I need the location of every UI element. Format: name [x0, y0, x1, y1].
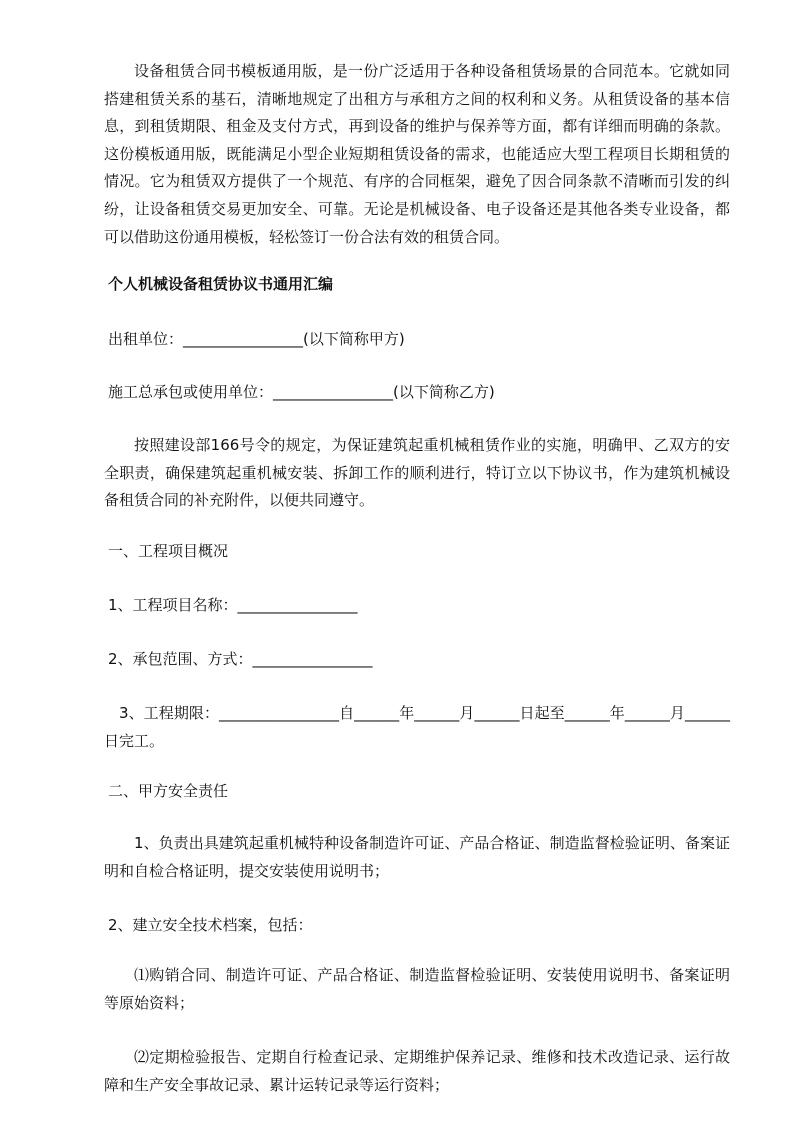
certificate-item: 1、负责出具建筑起重机械特种设备制造许可证、产品合格证、制造监督检验证明、备案证明和自检合格证明，提交安装使用说明书；	[104, 834, 730, 880]
intro-paragraph: 设备租赁合同书模板通用版，是一份广泛适用于各种设备租赁场景的合同范本。它就如同搭建租赁关系的基石，清晰地规定了出租方与承租方之间的权利和义务。从租赁设备的基本信息，到租赁期限、租金及支付方式，再到设备的维护与保养等方面，都有详细而明确的条款。这份模板通用版，既能满足小型企业短期租赁设备的需求，也能适应大型工程项目长期租赁的情况。它为租赁双方提供了一个规范、有序的合同框架，避免了因合同条款不清晰而引发的纠纷，让设备租赁交易更加安全、可靠。无论是机械设备、电子设备还是其他各类专业设备，都可以借助这份通用模板，轻松签订一份合法有效的租赁合同。	[104, 62, 730, 246]
section2-heading: 二、甲方安全责任	[108, 782, 229, 800]
user-line: 施工总承包或使用单位：________________(以下简称乙方)	[108, 383, 495, 401]
project-period-item: 3、工程期限：________________自______年______月______日起至______年______月______日完工。	[104, 704, 730, 750]
archive-item: 2、建立安全技术档案，包括：	[108, 916, 313, 934]
archive-subitem-1: ⑴购销合同、制造许可证、产品合格证、制造监督检验证明、安装使用说明书、备案证明等原始资料；	[104, 966, 730, 1012]
project-name-item: 1、工程项目名称：________________	[108, 596, 358, 614]
archive-subitem-2: ⑵定期检验报告、定期自行检查记录、定期维护保养记录、维修和技术改造记录、运行故障和生产安全事故记录、累计运转记录等运行资料；	[104, 1048, 730, 1094]
preamble-paragraph: 按照建设部166号令的规定，为保证建筑起重机械租赁作业的实施，明确甲、乙双方的安全职责，确保建筑起重机械安装、拆卸工作的顺利进行，特订立以下协议书，作为建筑机械设备租赁合同的补充附件，以便共同遵守。	[104, 436, 730, 510]
contract-scope-item: 2、承包范围、方式：________________	[108, 650, 373, 668]
document-title: 个人机械设备租赁协议书通用汇编	[108, 275, 334, 293]
section1-heading: 一、工程项目概况	[108, 542, 229, 560]
lessor-line: 出租单位：________________(以下简称甲方)	[108, 330, 405, 348]
